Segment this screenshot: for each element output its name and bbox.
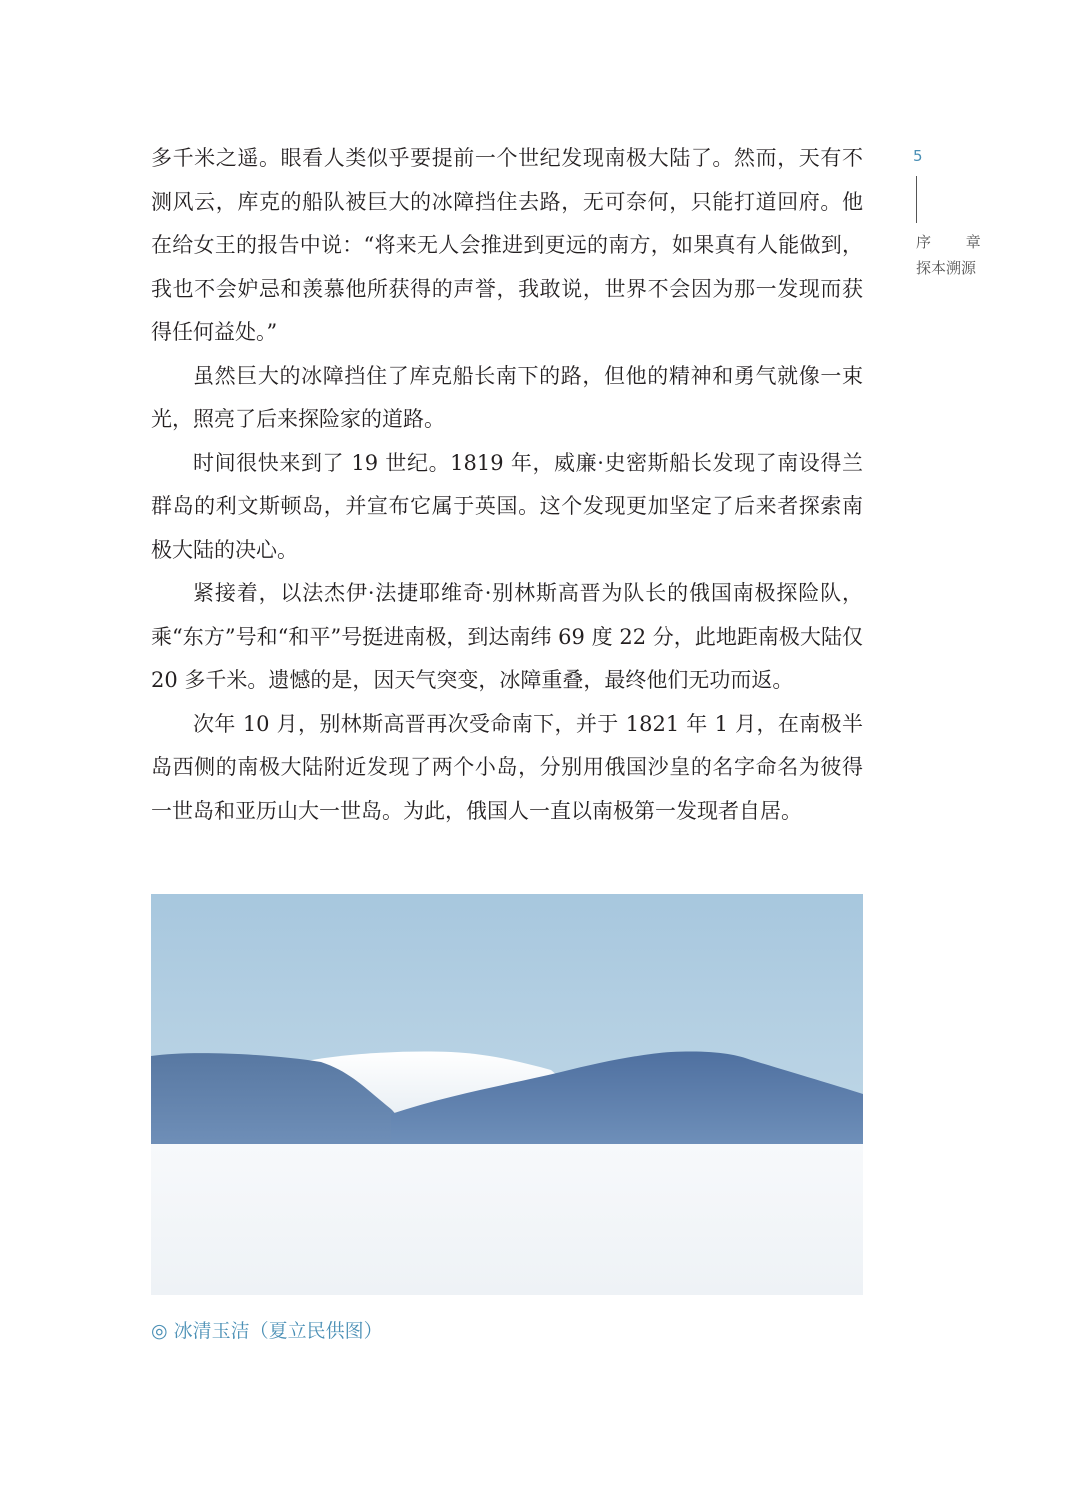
paragraph-2: 虽然巨大的冰障挡住了库克船长南下的路，但他的精神和勇气就像一束光，照亮了后来探险家的道路。 bbox=[151, 363, 863, 431]
body-text bbox=[151, 137, 863, 833]
paragraph-4: 紧接着，以法杰伊·法捷耶维奇·别林斯高晋为队长的俄国南极探险队，乘“东方”号和“和平”号挺进南极，到达南纬 69 度 22 分，此地距南极大陆仅 20 多千米。遗憾的是，因天气突变，冰障重叠，最终他们无功而返。 bbox=[151, 581, 863, 692]
paragraph-3: 时间很快来到了 19 世纪。1819 年，威廉·史密斯船长发现了南设得兰群岛的利文斯顿岛，并宣布它属于英国。这个发现更加坚定了后来者探索南极大陆的决心。 bbox=[151, 450, 863, 562]
iceberg-illustration bbox=[151, 894, 863, 1295]
sidebar-divider bbox=[916, 176, 917, 223]
iceberg-photo bbox=[151, 894, 863, 1295]
chapter-label: 序 章 bbox=[916, 233, 996, 251]
ice-sheet bbox=[151, 1144, 863, 1295]
paragraph-1: 多千米之遥。眼看人类似乎要提前一个世纪发现南极大陆了。然而，天有不测风云，库克的船队被巨大的冰障挡住去路，无可奈何，只能打道回府。他在给女王的报告中说：“将来无人会推进到更远的南方，如果真有人能做到，我也不会妒忌和羡慕他所获得的声誉，我敢说，世界不会因为那一发现而获得任何益处。” bbox=[151, 146, 863, 344]
photo-caption: ◎ 冰清玉洁（夏立民供图） bbox=[151, 1320, 383, 1342]
page-number: 5 bbox=[913, 147, 923, 165]
chapter-marker bbox=[916, 229, 996, 281]
paragraph-5: 次年 10 月，别林斯高晋再次受命南下，并于 1821 年 1 月，在南极半岛西侧的南极大陆附近发现了两个小岛，分别用俄国沙皇的名字命名为彼得一世岛和亚历山大一世岛。为此，俄国人一直以南极第一发现者自居。 bbox=[151, 711, 863, 823]
chapter-title: 探本溯源 bbox=[916, 259, 977, 277]
